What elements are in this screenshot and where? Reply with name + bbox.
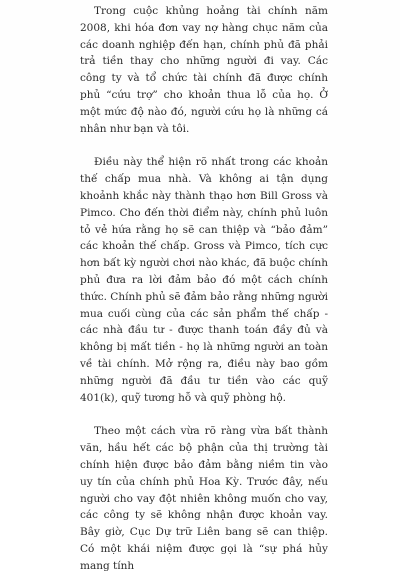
body-text: [80, 3, 328, 575]
paragraph-1: Trong cuộc khủng hoảng tài chính năm 2008, khi hóa đơn vay nợ hàng chục năm của các doanh nghiệp đến hạn, chính phủ đã phải trả tiền thay cho những người đi vay. Các công ty và tổ chức tài chính đã được chính phủ “cứu trợ” cho khoản thua lỗ của họ. Ở một mức độ nào đó, người cứu họ là những cá nhân như bạn và tôi.: [80, 5, 328, 135]
paragraph-3: Theo một cách vừa rõ ràng vừa bất thành văn, hầu hết các bộ phận của thị trường tài chính hiện được bảo đảm bằng niềm tin vào uy tín của chính phủ Hoa Kỳ. Trước đây, nếu người cho vay đột nhiên không muốn cho vay, các công ty sẽ không nhận được khoản vay. Bây giờ, Cục Dự trữ Liên bang sẽ can thiệp. Có một khái niệm được gọi là “sự phá hủy mang tính: [80, 425, 328, 572]
paragraph-2: Điều này thể hiện rõ nhất trong các khoản thế chấp mua nhà. Và không ai tận dụng khoảnh khắc này thành thạo hơn Bill Gross và Pimco. Cho đến thời điểm này, chính phủ luôn tỏ vẻ hứa rằng họ sẽ can thiệp và “bảo đảm” các khoản thế chấp. Gross và Pimco, tích cực hơn bất kỳ người chơi nào khác, đã buộc chính phủ đưa ra lời đảm bảo đó một cách chính thức. Chính phủ sẽ đảm bảo rằng những người mua cuối cùng của các sản phẩm thế chấp - các nhà đầu tư - được thanh toán đầy đủ và không bị mất tiền - họ là những người an toàn về tài chính. Mở rộng ra, điều này bao gồm những người đã đầu tư tiền vào các quỹ 401(k), quỹ tương hỗ và quỹ phòng hộ.: [80, 156, 328, 404]
